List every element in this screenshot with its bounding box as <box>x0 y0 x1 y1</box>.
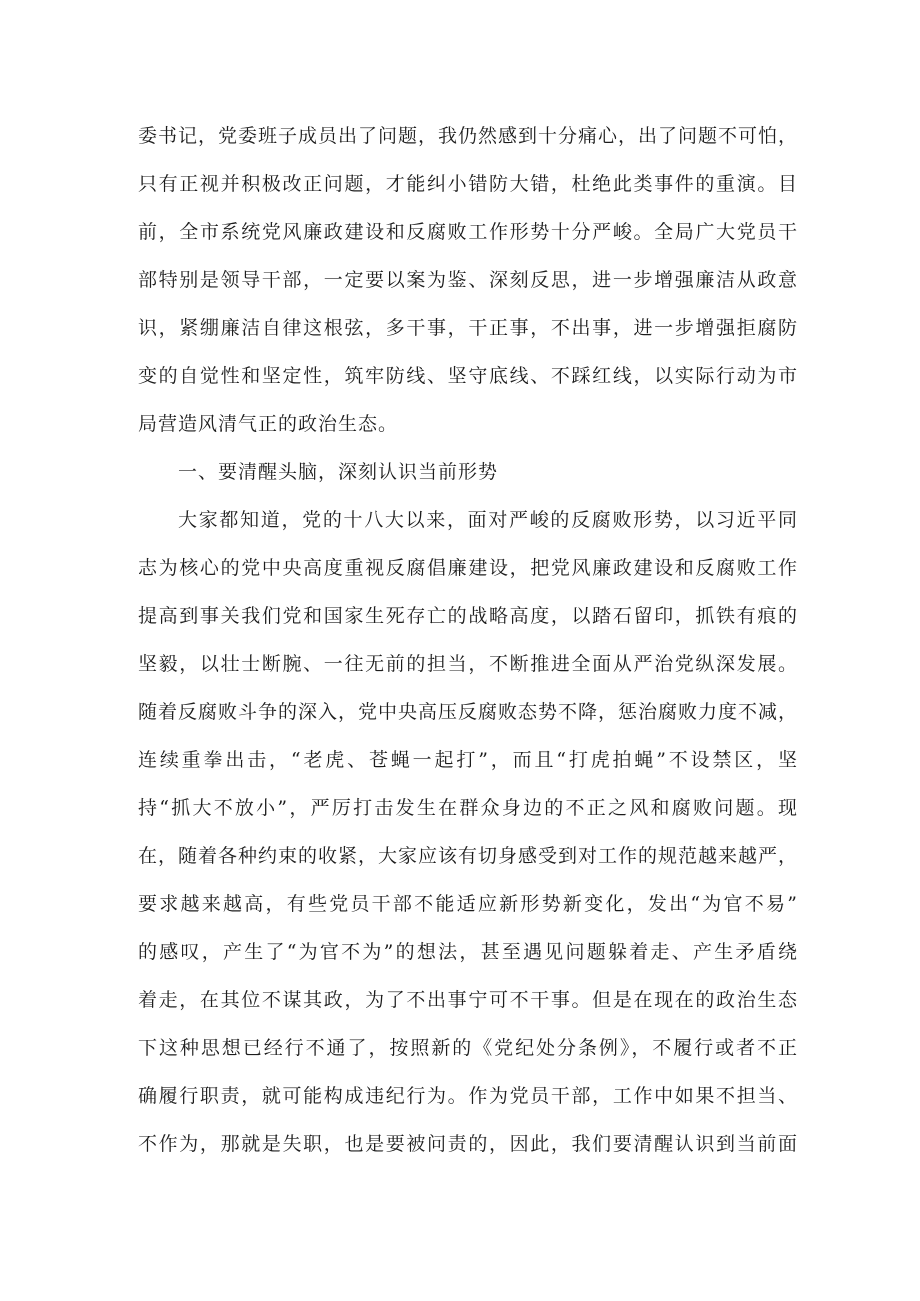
text-line: 的感叹，产生了“为官不为”的想法，甚至遇见问题躲着走、产生矛盾绕 <box>138 941 798 963</box>
paragraph-2 <box>138 496 798 1168</box>
text-line: 下这种思想已经行不通了，按照新的《党纪处分条例》，不履行或者不正 <box>138 1037 798 1059</box>
text-line: 随着反腐败斗争的深入，党中央高压反腐败态势不降，惩治腐败力度不减， <box>138 701 799 723</box>
text-line: 只有正视并积极改正问题，才能纠小错防大错，杜绝此类事件的重演。目 <box>138 173 798 195</box>
text-line: 前，全市系统党风廉政建设和反腐败工作形势十分严峻。全局广大党员干 <box>138 221 798 243</box>
text-line: 委书记，党委班子成员出了问题，我仍然感到十分痛心，出了问题不可怕， <box>138 125 799 147</box>
text-line: 大家都知道，党的十八大以来，面对严峻的反腐败形势，以习近平同 <box>178 509 798 531</box>
text-line: 坚毅，以壮士断腕、一往无前的担当，不断推进全面从严治党纵深发展。 <box>138 653 798 675</box>
text-line: 志为核心的党中央高度重视反腐倡廉建设，把党风廉政建设和反腐败工作 <box>138 557 798 579</box>
text-line: 持“抓大不放小”，严厉打击发生在群众身边的不正之风和腐败问题。现 <box>138 797 798 819</box>
text-line: 部特别是领导干部，一定要以案为鉴、深刻反思，进一步增强廉洁从政意 <box>138 269 798 291</box>
text-line: 要求越来越高，有些党员干部不能适应新形势新变化，发出“为官不易” <box>138 893 798 915</box>
text-line: 着走，在其位不谋其政，为了不出事宁可不干事。但是在现在的政治生态 <box>138 989 798 1011</box>
text-line: 在，随着各种约束的收紧，大家应该有切身感受到对工作的规范越来越严， <box>138 845 799 867</box>
text-line: 连续重拳出击，“老虎、苍蝇一起打”，而且“打虎拍蝇”不设禁区，坚 <box>138 749 798 771</box>
section-heading: 一、要清醒头脑，深刻认识当前形势 <box>178 461 499 483</box>
text-line: 局营造风清气正的政治生态。 <box>138 413 399 435</box>
document-body <box>138 112 798 1168</box>
paragraph-1 <box>138 112 798 448</box>
text-line: 变的自觉性和坚定性，筑牢防线、坚守底线、不踩红线，以实际行动为市 <box>138 365 798 387</box>
text-line: 提高到事关我们党和国家生死存亡的战略高度，以踏石留印，抓铁有痕的 <box>138 605 798 627</box>
text-line: 识，紧绷廉洁自律这根弦，多干事，干正事，不出事，进一步增强拒腐防 <box>138 317 798 339</box>
text-line: 不作为，那就是失职，也是要被问责的，因此，我们要清醒认识到当前面 <box>138 1133 798 1155</box>
text-line: 确履行职责，就可能构成违纪行为。作为党员干部，工作中如果不担当、 <box>138 1085 798 1107</box>
